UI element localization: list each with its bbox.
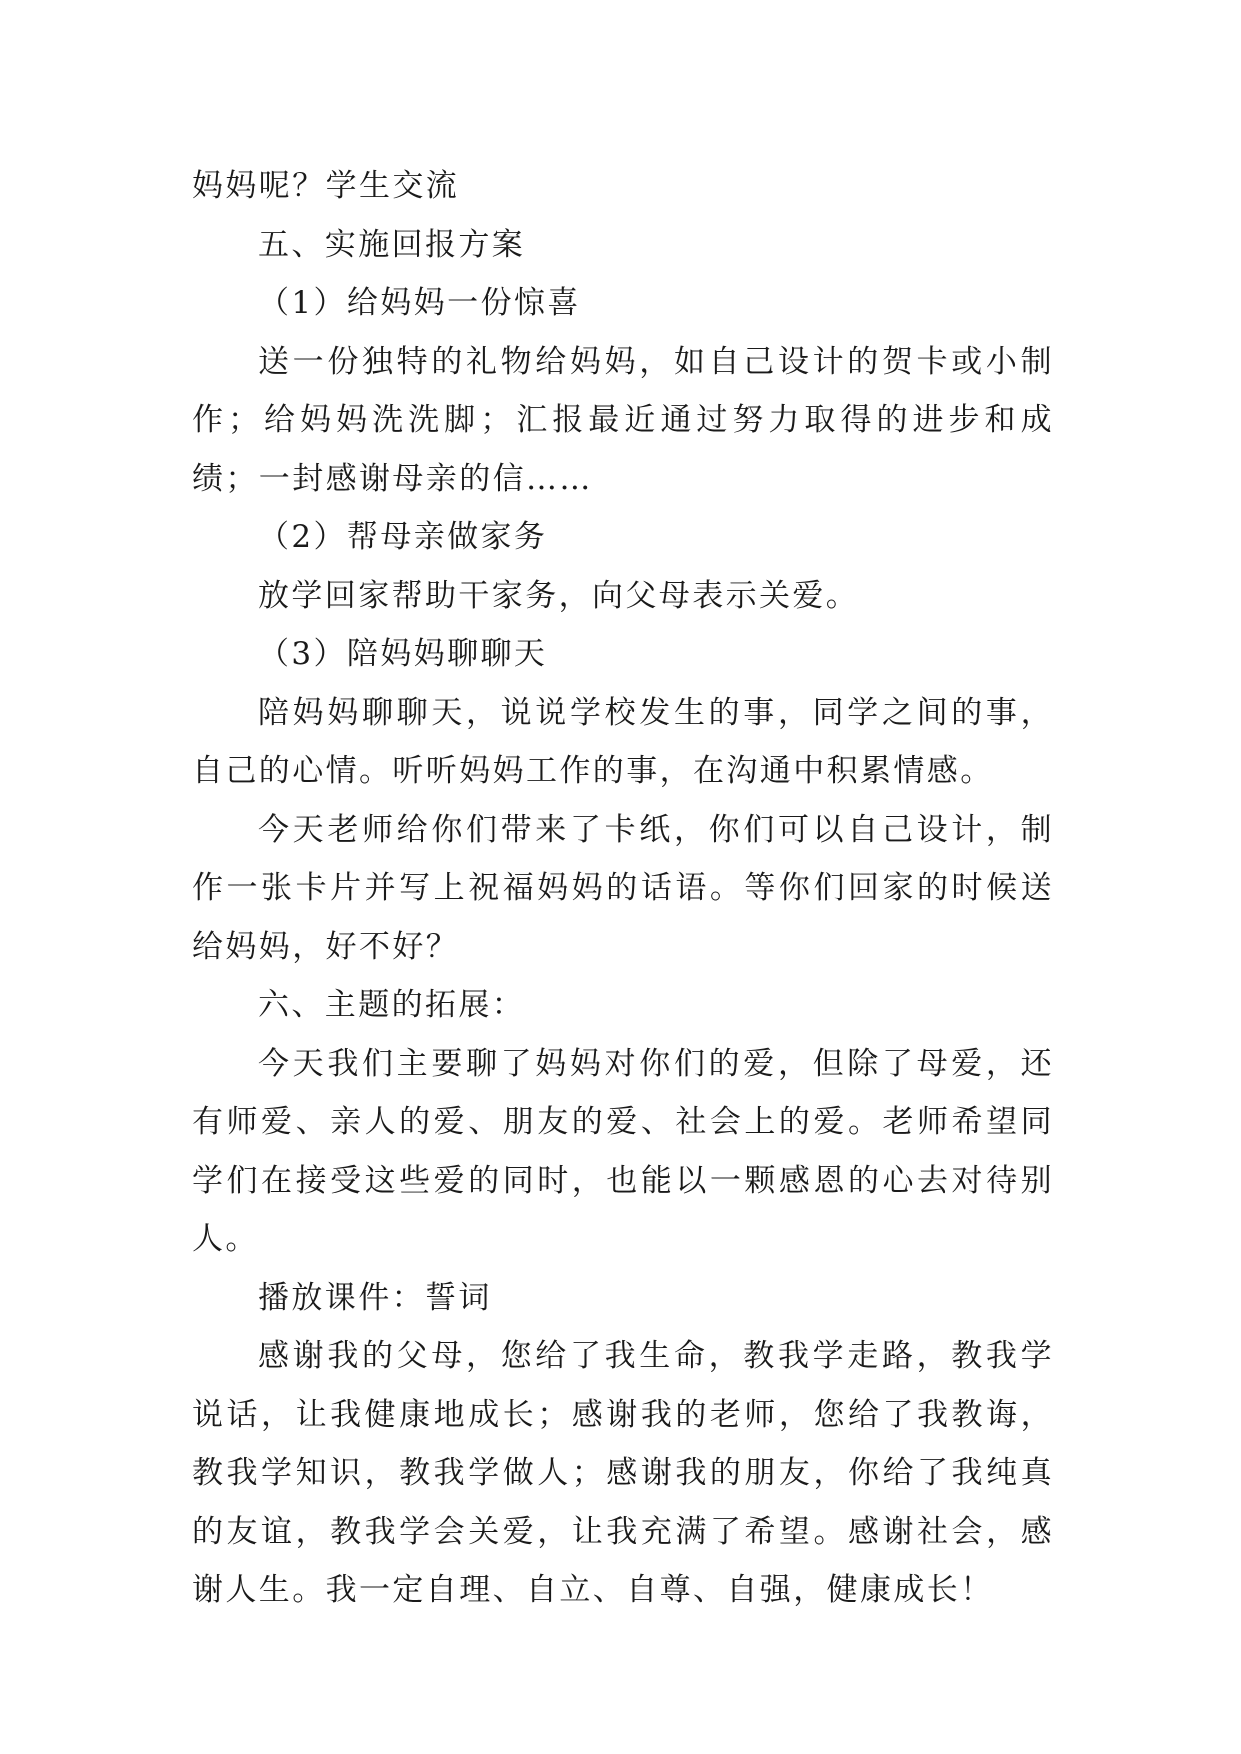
paragraph-housework: 放学回家帮助干家务，向父母表示关爱。 (258, 577, 860, 614)
subheading-surprise: （1）给妈妈一份惊喜 (258, 285, 581, 321)
paragraph-oath: 感谢我的父母，您给了我生命，教我学走路，教我学说话，让我健康地成长；感谢我的老师，您给了我教诲，教我学知识，教我学做人；感谢我的朋友，你给了我纯真的友谊，教我学会关爱，让我充满了希望。感谢社会，感谢人生。我一定自理、自立、自尊、自强，健康成长！ (192, 1338, 1054, 1608)
paragraph-courseware: 播放课件：誓词 (258, 1279, 492, 1316)
section-heading-five: 五、实施回报方案 (258, 226, 526, 263)
paragraph-continuation: 妈妈呢？学生交流 (192, 168, 460, 204)
paragraph-chat: 陪妈妈聊聊天，说说学校发生的事，同学之间的事，自己的心情。听听妈妈工作的事，在沟通中积累情感。 (192, 694, 1054, 789)
paragraph-card: 今天老师给你们带来了卡纸，你们可以自己设计，制作一张卡片并写上祝福妈妈的话语。等你们回家的时候送给妈妈，好不好？ (192, 811, 1054, 965)
subheading-housework: （2）帮母亲做家务 (258, 519, 548, 555)
section-heading-six: 六、主题的拓展： (258, 987, 526, 1023)
paragraph-extension: 今天我们主要聊了妈妈对你们的爱，但除了母爱，还有师爱、亲人的爱、朋友的爱、社会上的爱。老师希望同学们在接受这些爱的同时，也能以一颗感恩的心去对待别人。 (192, 1045, 1054, 1257)
subheading-chat: （3）陪妈妈聊聊天 (258, 636, 548, 672)
document-body (192, 157, 1054, 1620)
paragraph-gift: 送一份独特的礼物给妈妈，如自己设计的贺卡或小制作；给妈妈洗洗脚；汇报最近通过努力取得的进步和成绩；一封感谢母亲的信…… (192, 343, 1054, 497)
